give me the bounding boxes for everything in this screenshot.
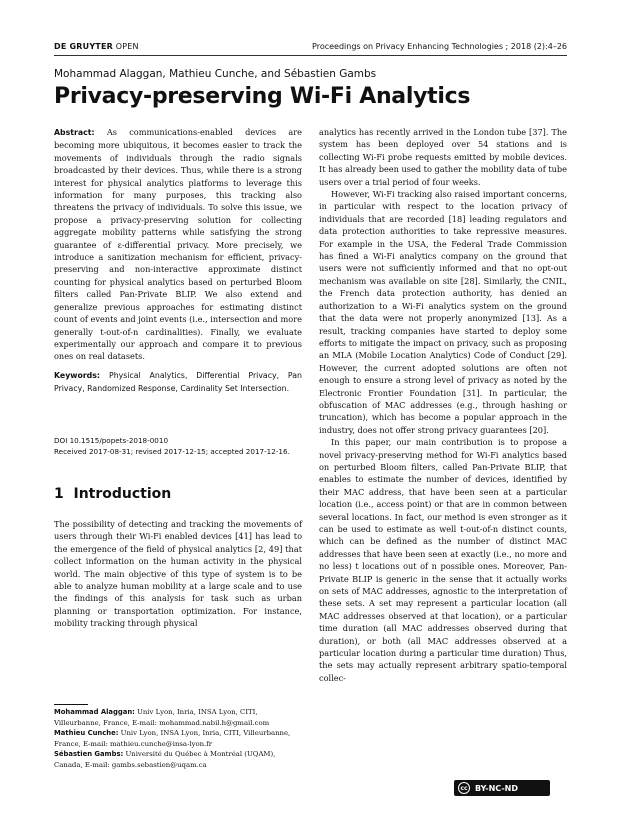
doi: DOI 10.1515/popets-2018-0010 xyxy=(54,436,169,445)
paper-title: Privacy-preserving Wi-Fi Analytics xyxy=(54,84,471,109)
article-info xyxy=(54,435,304,457)
creative-commons-icon: cc xyxy=(458,782,470,794)
received-dates: Received 2017-08-31; revised 2017-12-15; accepted 2017-12-16. xyxy=(54,447,290,456)
keywords xyxy=(54,369,302,396)
body-paragraph: In this paper, our main contribution is to propose a novel privacy-preserving method for Wi-Fi analytics based on perturbed Bloom filters, called Pan-Private BLIP, that enables to estimate the number of devices, identified by their MAC address, that have been seen at a particular location (i.e., access point) or that are in common between several locations. In fact, our method is even stronger as it can be used to estimate as well t-out-of-n distinct counts, which can be defined as the number of distinct MAC addresses that have been seen at exactly (i.e., no more and no less) t locations out of n possible ones. Moreover, Pan-Private BLIP is generic in the sense that it actually works on sets of MAC addresses, agnostic to the interpretation of these sets. A set may represent a particular location (all MAC addresses observed at that location), or a particular time duration (all MAC addresses observed during that duration), or both (all MAC addresses observed at a particular location during a particular time duration) Thus, the sets may actually represent arbitrary spatio-temporal collec- xyxy=(319,437,567,683)
body-paragraph: analytics has recently arrived in the London tube [37]. The system has been deployed over 54 stations and is collecting Wi-Fi probe requests emitted by mobile devices. It has already been used to gather the mobility data of tube users over a trial period of four weeks. xyxy=(319,127,567,187)
abstract xyxy=(54,126,302,363)
journal-citation: Proceedings on Privacy Enhancing Technologies ; 2018 (2):4–26 xyxy=(312,42,567,51)
abstract-label: Abstract: xyxy=(54,128,95,137)
header-rule xyxy=(54,55,567,56)
section-heading xyxy=(54,486,171,502)
license-label: BY-NC-ND xyxy=(475,783,519,793)
footnote-item: Mohammad Alaggan: Univ Lyon, Inria, INSA Lyon, CITI, Villeurbanne, France, E-mail: mohammad.nabil.h@gmail.com xyxy=(54,708,270,727)
abstract-column xyxy=(54,126,302,396)
running-header xyxy=(54,42,567,54)
footnote-rule xyxy=(54,704,88,705)
license-badge[interactable] xyxy=(454,780,550,796)
section-number: 1 xyxy=(54,486,64,502)
section-title: Introduction xyxy=(73,486,172,502)
intro-paragraph: The possibility of detecting and tracking the movements of users through their Wi-Fi enabled devices [41] has lead to the emergence of the field of physical analytics [2, 49] that collect information on the human activity in the physical world. The main objective of this type of system is to be able to analyze human mobility at a large scale and to use the findings of this analysis for task such as urban planning or transportation optimization. For instance, mobility tracking through physical xyxy=(54,519,302,629)
author-list: Mohammad Alaggan, Mathieu Cunche, and Sébastien Gambs xyxy=(54,68,377,80)
keywords-text: Physical Analytics, Differential Privacy, Pan Privacy, Randomized Response, Cardinality Set Intersection. xyxy=(54,370,302,394)
author-footnotes xyxy=(54,707,304,771)
body-paragraph: However, Wi-Fi tracking also raised important concerns, in particular with respect to the location privacy of individuals that are recorded [18] leading regulators and data protection authorities to take repressive measures. For example in the USA, the Federal Trade Commission has fined a Wi-Fi analytics company on the ground that users were not sufficiently informed and that no opt-out mechanism was available on site [28]. Similarly, the CNIL, the French data protection authority, has denied an authorization to a Wi-Fi analytics system on the ground that the data were not properly anonymized [13]. As a result, tracking companies have started to deploy some efforts to mitigate the impact on privacy, such as proposing an MLA (Mobile Location Analytics) Code of Conduct [29]. However, the current adopted solutions are often not enough to ensure a strong level of privacy as noted by the Electronic Frontier Foundation [31]. In particular, the obfuscation of MAC addresses (e.g., through hashing or truncation), which has become a popular approach in the industry, does not offer strong privacy guarantees [20]. xyxy=(319,189,567,435)
publisher-name: DE GRUYTER OPEN xyxy=(54,42,139,51)
footnote-item: Mathieu Cunche: Univ Lyon, INSA Lyon, Inria, CITI, Villeurbanne, France, E-mail: mathieu.cunche@insa-lyon.fr xyxy=(54,729,291,748)
abstract-text: As communications-enabled devices are becoming more ubiquitous, it becomes easier to track the movements of individuals through the radio signals broadcasted by their devices. Thus, while there is a strong interest for physical analytics platforms to leverage this information for many purposes, this tracking also threatens the privacy of individuals. To solve this issue, we propose a privacy-preserving solution for collecting aggregate mobility patterns while satisfying the strong guarantee of ε-differential privacy. More precisely, we introduce a sanitization mechanism for efficient, privacy-preserving and non-interactive approximate distinct counting for physical analytics based on perturbed Bloom filters called Pan-Private BLIP. We also extend and generalize previous approaches for estimating distinct count of events and joint events (i.e., intersection and more generally t-out-of-n cardinalities). Finally, we evaluate experimentally our approach and compare it to previous ones on real datasets. xyxy=(54,127,302,362)
footnote-item: Sébastien Gambs: Université du Québec à Montréal (UQAM), Canada, E-mail: gambs.sebastien@uqam.ca xyxy=(54,750,276,769)
keywords-label: Keywords: xyxy=(54,370,101,380)
body-column-right xyxy=(319,126,567,684)
